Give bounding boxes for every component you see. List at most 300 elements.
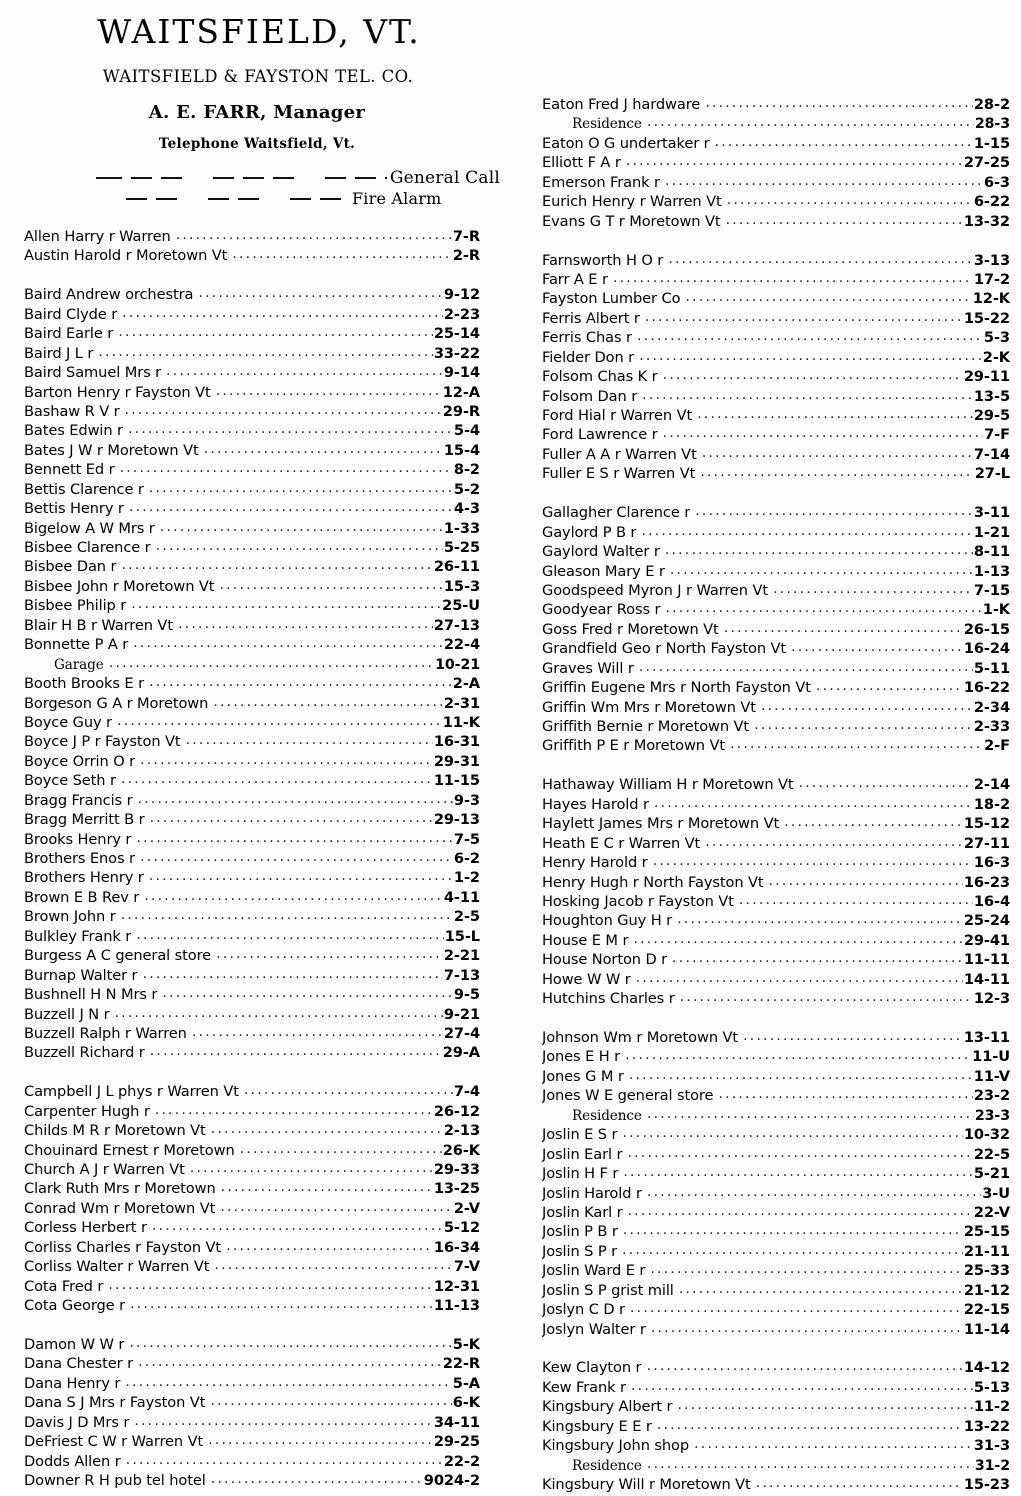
- entry-phone-number: 22-15: [963, 1301, 1010, 1319]
- directory-entry: [24, 461, 480, 480]
- leader-dots: [240, 1142, 442, 1155]
- entry-name: Haylett James Mrs r Moretown Vt: [542, 815, 780, 833]
- directory-sub-entry: [542, 1107, 1010, 1126]
- directory-entry: [24, 442, 480, 461]
- directory-entry: [24, 1103, 480, 1122]
- directory-entry: [542, 504, 1010, 523]
- letter-section-gap: [24, 267, 480, 286]
- leader-dots: [642, 388, 973, 401]
- entry-phone-number: 11-11: [963, 951, 1010, 969]
- entry-name: Howe W W r: [542, 970, 631, 988]
- leader-dots: [160, 520, 443, 533]
- leader-dots: [204, 442, 443, 455]
- directory-entry: [542, 932, 1010, 951]
- directory-entry: [24, 831, 480, 850]
- directory-entry: [24, 695, 480, 714]
- directory-entry: [24, 1083, 480, 1102]
- leader-dots: [647, 1185, 981, 1198]
- leader-dots: [128, 422, 453, 435]
- entry-phone-number: 9024-2: [423, 1472, 480, 1489]
- directory-entry: [24, 1122, 480, 1141]
- directory-entry: [542, 465, 1010, 484]
- letter-section-gap: [24, 1064, 480, 1083]
- directory-entry: [24, 1433, 480, 1452]
- entry-name: Baird Samuel Mrs r: [24, 364, 162, 382]
- page-title: WAITSFIELD, VT.: [97, 12, 421, 51]
- leader-dots: [149, 481, 453, 494]
- entry-name: Griffin Wm Mrs r Moretown Vt: [542, 698, 756, 716]
- entry-name: Ford Hial r Warren Vt: [542, 407, 693, 424]
- entry-name: Hutchins Charles r: [542, 990, 675, 1008]
- leader-dots: [665, 601, 981, 614]
- masthead: [0, 0, 510, 152]
- directory-entry: [24, 967, 480, 986]
- entry-phone-number: 2-34: [973, 698, 1010, 716]
- entry-phone-number: 5-4: [453, 422, 480, 440]
- directory-entry: [24, 986, 480, 1005]
- entry-name: Kingsbury Will r Moretown Vt: [542, 1476, 751, 1494]
- entry-name: Cota George r: [24, 1297, 125, 1315]
- directory-sub-entry: [542, 1457, 1010, 1476]
- entry-phone-number: 1-33: [443, 519, 480, 537]
- entry-name: Allen Harry r Warren: [24, 228, 171, 245]
- entry-phone-number: 15-22: [963, 309, 1010, 327]
- leader-dots: [126, 1453, 443, 1466]
- leader-dots: [140, 850, 453, 863]
- entry-name: Emerson Frank r: [542, 173, 660, 191]
- leader-dots: [136, 831, 453, 844]
- entry-phone-number: 11-K: [442, 713, 480, 731]
- entry-name: Joslin S P grist mill: [542, 1281, 674, 1299]
- entry-phone-number: 13-25: [433, 1180, 480, 1198]
- entry-name: Davis J D Mrs r: [24, 1413, 130, 1431]
- letter-section-gap: [542, 485, 1010, 504]
- directory-entry: [542, 912, 1010, 931]
- leader-dots: [125, 403, 442, 416]
- entry-phone-number: 27-4: [443, 1024, 480, 1042]
- leader-dots: [670, 563, 973, 576]
- leader-dots: [677, 1398, 973, 1411]
- entry-name: Kingsbury John shop: [542, 1437, 690, 1455]
- entry-phone-number: 5-13: [973, 1378, 1010, 1396]
- entry-name: Clark Ruth Mrs r Moretown: [24, 1180, 216, 1198]
- entry-name: Fielder Don r: [542, 348, 635, 366]
- directory-entry: [24, 345, 480, 364]
- leader-dots: [190, 1161, 433, 1174]
- entry-phone-number: 23-3: [974, 1107, 1010, 1124]
- entry-phone-number: 7-R: [452, 228, 480, 245]
- directory-entry: [24, 228, 480, 247]
- entry-name: Boyce Seth r: [24, 772, 116, 790]
- entry-name: Bisbee Clarence r: [24, 539, 151, 556]
- leader-dots: [149, 675, 452, 688]
- leader-dots: [816, 679, 963, 692]
- entry-name: Childs M R r Moretown Vt: [24, 1122, 206, 1140]
- leader-dots: [646, 1359, 962, 1372]
- entry-name: Residence: [572, 116, 642, 133]
- directory-entry: [542, 1476, 1010, 1495]
- entry-phone-number: 15-4: [443, 441, 480, 459]
- directory-entry: [542, 426, 1010, 445]
- leader-dots: [637, 329, 983, 342]
- entry-name: Fayston Lumber Co: [542, 290, 681, 308]
- leader-dots: [121, 908, 453, 921]
- entry-name: Bonnette P A r: [24, 636, 129, 654]
- leader-dots: [639, 349, 982, 362]
- leader-dots: [631, 1379, 973, 1392]
- directory-entry: [24, 869, 480, 888]
- entry-phone-number: 2-31: [443, 694, 480, 712]
- entry-phone-number: 28-2: [973, 96, 1010, 113]
- entry-name: Jones E H r: [542, 1048, 621, 1066]
- entry-phone-number: 12-3: [973, 990, 1010, 1008]
- directory-entry: [542, 193, 1010, 212]
- leader-dots: [657, 1418, 963, 1431]
- entry-phone-number: 9-3: [453, 791, 480, 809]
- leader-dots: [244, 1083, 453, 1096]
- entry-phone-number: 9-14: [443, 364, 480, 382]
- leader-dots: [130, 1297, 433, 1310]
- entry-name: Church A J r Warren Vt: [24, 1161, 185, 1178]
- directory-entry: [542, 737, 1010, 756]
- leader-dots: [651, 1321, 963, 1334]
- leader-dots: [150, 811, 433, 824]
- general-call-label: General Call: [389, 167, 500, 188]
- entry-name: Boyce Guy r: [24, 713, 112, 731]
- entry-name: Bragg Francis r: [24, 791, 133, 809]
- entry-name: Joslin E S r: [542, 1126, 618, 1144]
- leader-dots: [221, 1180, 433, 1193]
- entry-phone-number: 2-21: [443, 947, 480, 965]
- entry-phone-number: 7-4: [453, 1083, 480, 1101]
- telephone-line: Telephone Waitsfield, Vt.: [158, 136, 356, 152]
- entry-phone-number: 2-A: [452, 675, 480, 693]
- entry-name: Bates Edwin r: [24, 422, 123, 440]
- leader-dots: [226, 1239, 433, 1252]
- general-call-dashes-icon: [96, 177, 385, 179]
- entry-phone-number: 5-2: [453, 480, 480, 498]
- entry-phone-number: 5-12: [443, 1219, 480, 1237]
- leader-dots: [134, 1414, 433, 1427]
- entry-phone-number: 13-32: [963, 212, 1010, 230]
- entry-phone-number: 16-23: [963, 873, 1010, 891]
- entry-name: Joslyn Walter r: [542, 1320, 646, 1338]
- entry-phone-number: 13-11: [963, 1029, 1010, 1046]
- entry-phone-number: 29-41: [963, 931, 1010, 949]
- directory-entry: [24, 753, 480, 772]
- entry-name: Cota Fred r: [24, 1277, 104, 1295]
- directory-entry: [542, 815, 1010, 834]
- directory-entry: [24, 422, 480, 441]
- entry-name: Joslin S P r: [542, 1242, 617, 1260]
- directory-entry: [542, 1126, 1010, 1145]
- leader-dots: [739, 893, 973, 906]
- leader-dots: [121, 772, 433, 785]
- entry-name: Bettis Clarence r: [24, 480, 144, 498]
- directory-entry: [542, 524, 1010, 543]
- entry-name: Chouinard Ernest r Moretown: [24, 1141, 235, 1159]
- entry-phone-number: 2-R: [452, 247, 480, 265]
- letter-section-gap: [542, 1010, 1010, 1029]
- directory-entry: [24, 1355, 480, 1374]
- leader-dots: [625, 1048, 971, 1061]
- fire-alarm-dashes-icon: [126, 198, 350, 200]
- general-call-leader-dash-icon: [385, 177, 387, 179]
- entry-phone-number: 4-11: [443, 888, 480, 906]
- directory-entry: [24, 714, 480, 733]
- leader-dots: [220, 1200, 453, 1213]
- leader-dots: [705, 835, 963, 848]
- directory-entry: [542, 951, 1010, 970]
- entry-name: Austin Harold r Moretown Vt: [24, 247, 228, 265]
- leader-dots: [726, 213, 963, 226]
- entry-name: Kew Clayton r: [542, 1359, 642, 1377]
- entry-phone-number: 5-11: [973, 659, 1010, 677]
- entry-name: Residence: [572, 1107, 642, 1124]
- entry-name: Houghton Guy H r: [542, 912, 673, 930]
- entry-phone-number: 2-V: [453, 1199, 480, 1217]
- entry-phone-number: 1-2: [453, 869, 480, 887]
- directory-entry: [24, 908, 480, 927]
- directory-entry: [24, 947, 480, 966]
- leader-dots: [647, 115, 974, 128]
- directory-entry: [24, 578, 480, 597]
- leader-dots: [176, 228, 452, 241]
- entry-phone-number: 9-21: [443, 1005, 480, 1023]
- fire-alarm-label: Fire Alarm: [352, 189, 442, 208]
- leader-dots: [192, 1025, 443, 1038]
- entry-phone-number: 5-A: [452, 1374, 480, 1392]
- leader-dots: [122, 306, 443, 319]
- leader-dots: [216, 947, 443, 960]
- entry-phone-number: 6-22: [973, 193, 1010, 211]
- entry-name: Jones W E general store: [542, 1087, 714, 1105]
- leader-dots: [156, 539, 443, 552]
- entry-name: Bulkley Frank r: [24, 927, 132, 945]
- entry-name: Carpenter Hugh r: [24, 1102, 150, 1120]
- leader-dots: [213, 695, 443, 708]
- entry-name: Kew Frank r: [542, 1378, 626, 1396]
- directory-entry: [24, 850, 480, 869]
- directory-entry: [24, 792, 480, 811]
- leader-dots: [162, 986, 453, 999]
- entry-name: Corliss Charles r Fayston Vt: [24, 1238, 222, 1256]
- directory-entry: [542, 368, 1010, 387]
- entry-phone-number: 7-F: [984, 426, 1010, 444]
- entry-phone-number: 16-3: [973, 854, 1010, 872]
- entry-name: Ford Lawrence r: [542, 426, 658, 444]
- entry-name: Fuller E S r Warren Vt: [542, 465, 696, 483]
- entry-phone-number: 15-3: [443, 577, 480, 595]
- leader-dots: [623, 1165, 973, 1178]
- entry-name: Booth Brooks E r: [24, 675, 144, 693]
- entry-name: Gaylord Walter r: [542, 543, 660, 561]
- directory-entry: [24, 811, 480, 830]
- entry-phone-number: 22-4: [443, 636, 480, 654]
- directory-entry: [24, 1375, 480, 1394]
- entry-name: Bashaw R V r: [24, 402, 120, 420]
- directory-entry: [542, 1321, 1010, 1340]
- entry-phone-number: 14-12: [963, 1359, 1010, 1377]
- directory-entry: [542, 1359, 1010, 1378]
- entry-name: Joslin Harold r: [542, 1184, 642, 1202]
- entry-phone-number: 11-2: [973, 1398, 1010, 1416]
- entry-name: Brown E B Rev r: [24, 888, 140, 906]
- leader-dots: [216, 384, 442, 397]
- directory-entry: [542, 1301, 1010, 1320]
- directory-entry: [24, 1180, 480, 1199]
- entry-name: Johnson Wm r Moretown Vt: [542, 1029, 739, 1046]
- entry-phone-number: 1-15: [973, 134, 1010, 152]
- entry-name: Folsom Dan r: [542, 387, 638, 405]
- entry-name: Goodspeed Myron J r Warren Vt: [542, 581, 768, 599]
- entry-name: Elliott F A r: [542, 154, 621, 172]
- directory-entry: [542, 563, 1010, 582]
- entry-phone-number: 27-11: [963, 834, 1010, 852]
- entry-phone-number: 25-24: [963, 912, 1010, 930]
- entry-name: Buzzell Richard r: [24, 1044, 145, 1062]
- leader-dots: [663, 368, 963, 381]
- directory-entry: [24, 306, 480, 325]
- entry-phone-number: 25-15: [963, 1223, 1010, 1241]
- entry-phone-number: 12-A: [442, 383, 480, 401]
- entry-name: Bisbee Dan r: [24, 558, 117, 576]
- leader-dots: [727, 193, 973, 206]
- entry-name: Griffith Bernie r Moretown Vt: [542, 718, 750, 735]
- leader-dots: [131, 597, 441, 610]
- directory-entry: [542, 310, 1010, 329]
- entry-phone-number: 9-12: [443, 286, 480, 304]
- directory-entry: [24, 675, 480, 694]
- directory-entry: [24, 247, 480, 266]
- directory-entry: [542, 1068, 1010, 1087]
- directory-entry: [542, 154, 1010, 173]
- entry-phone-number: 8-2: [453, 461, 480, 479]
- leader-dots: [663, 426, 984, 439]
- directory-entry: [542, 1418, 1010, 1437]
- entry-name: Henry Hugh r North Fayston Vt: [542, 873, 764, 891]
- entry-phone-number: 8-11: [973, 543, 1010, 561]
- entry-phone-number: 15-L: [444, 927, 480, 945]
- entry-phone-number: 25-14: [433, 325, 480, 343]
- entry-name: Eurich Henry r Warren Vt: [542, 193, 722, 211]
- entry-phone-number: 2-5: [453, 908, 480, 926]
- directory-entry: [24, 558, 480, 577]
- directory-entry: [24, 325, 480, 344]
- entry-phone-number: 2-F: [984, 737, 1010, 755]
- leader-dots: [623, 1223, 963, 1236]
- entry-phone-number: 29-25: [433, 1433, 480, 1451]
- entry-phone-number: 16-24: [963, 640, 1010, 658]
- leader-dots: [700, 465, 974, 478]
- leader-dots: [150, 1044, 442, 1057]
- entry-name: Baird Earle r: [24, 325, 114, 343]
- directory-entry: [24, 1414, 480, 1433]
- leader-dots: [718, 1087, 973, 1100]
- entry-name: Corliss Walter r Warren Vt: [24, 1258, 210, 1276]
- leader-dots: [799, 776, 973, 789]
- entry-name: Dodds Allen r: [24, 1452, 121, 1470]
- entry-phone-number: 29-11: [963, 368, 1010, 386]
- leader-dots: [647, 1457, 974, 1470]
- entry-phone-number: 9-5: [453, 986, 480, 1004]
- entry-name: Campbell J L phys r Warren Vt: [24, 1083, 239, 1101]
- directory-entry: [542, 582, 1010, 601]
- entry-name: Boyce J P r Fayston Vt: [24, 733, 181, 751]
- directory-entry: [542, 1185, 1010, 1204]
- entry-phone-number: 18-2: [973, 795, 1010, 813]
- entry-name: Brothers Henry r: [24, 869, 144, 887]
- entry-name: Brown John r: [24, 908, 116, 926]
- entry-name: Brothers Enos r: [24, 850, 135, 867]
- directory-entry: [24, 1297, 480, 1316]
- leader-dots: [109, 656, 434, 669]
- entry-phone-number: 6-2: [453, 850, 480, 867]
- entry-name: Bisbee Philip r: [24, 597, 127, 615]
- directory-entry: [542, 835, 1010, 854]
- directory-entry: [24, 1336, 480, 1355]
- directory-entry: [24, 1258, 480, 1277]
- leader-dots: [232, 247, 452, 260]
- directory-entry: [542, 1379, 1010, 1398]
- entry-phone-number: 1-13: [973, 562, 1010, 580]
- entry-phone-number: 1-21: [973, 523, 1010, 541]
- directory-entry: [542, 679, 1010, 698]
- directory-entry: [542, 699, 1010, 718]
- entry-phone-number: 2-13: [443, 1122, 480, 1140]
- entry-name: Griffith P E r Moretown Vt: [542, 737, 726, 755]
- leader-dots: [152, 1219, 443, 1232]
- entry-phone-number: 2-33: [973, 718, 1010, 735]
- directory-entry: [542, 718, 1010, 737]
- leader-dots: [137, 792, 452, 805]
- leader-dots: [98, 345, 433, 358]
- entry-name: Griffin Eugene Mrs r North Fayston Vt: [542, 679, 811, 697]
- entry-phone-number: 34-11: [433, 1413, 480, 1431]
- entry-phone-number: 21-11: [963, 1242, 1010, 1260]
- entry-phone-number: 3-U: [982, 1184, 1010, 1202]
- entry-phone-number: 11-V: [973, 1067, 1010, 1085]
- directory-entry: [542, 1048, 1010, 1067]
- leader-dots: [650, 1262, 963, 1275]
- entry-phone-number: 16-34: [433, 1238, 480, 1256]
- directory-entry: [542, 543, 1010, 562]
- entry-name: Kingsbury E E r: [542, 1417, 652, 1435]
- entry-phone-number: 29-13: [433, 811, 480, 829]
- leader-dots: [695, 504, 973, 517]
- entry-name: Baird Clyde r: [24, 305, 118, 323]
- entry-phone-number: 12-31: [433, 1277, 480, 1295]
- entry-phone-number: 26-15: [963, 620, 1010, 638]
- entry-phone-number: 2-K: [982, 348, 1010, 366]
- leader-dots: [784, 815, 963, 828]
- entry-phone-number: 22-R: [442, 1355, 480, 1373]
- fire-alarm-row: [0, 188, 500, 209]
- entry-name: Eaton O G undertaker r: [542, 134, 710, 152]
- entry-phone-number: 6-K: [452, 1394, 480, 1412]
- entry-phone-number: 14-11: [963, 970, 1010, 988]
- directory-entry: [24, 364, 480, 383]
- entry-phone-number: 1-K: [982, 601, 1010, 619]
- leader-dots: [138, 1355, 442, 1368]
- leader-dots: [144, 889, 443, 902]
- leader-dots: [211, 1472, 423, 1485]
- entry-phone-number: 7-13: [443, 966, 480, 984]
- entry-phone-number: 29-R: [442, 402, 480, 420]
- letter-section-gap: [542, 232, 1010, 251]
- entry-name: House Norton D r: [542, 951, 668, 969]
- entry-name: Gaylord P B r: [542, 523, 637, 541]
